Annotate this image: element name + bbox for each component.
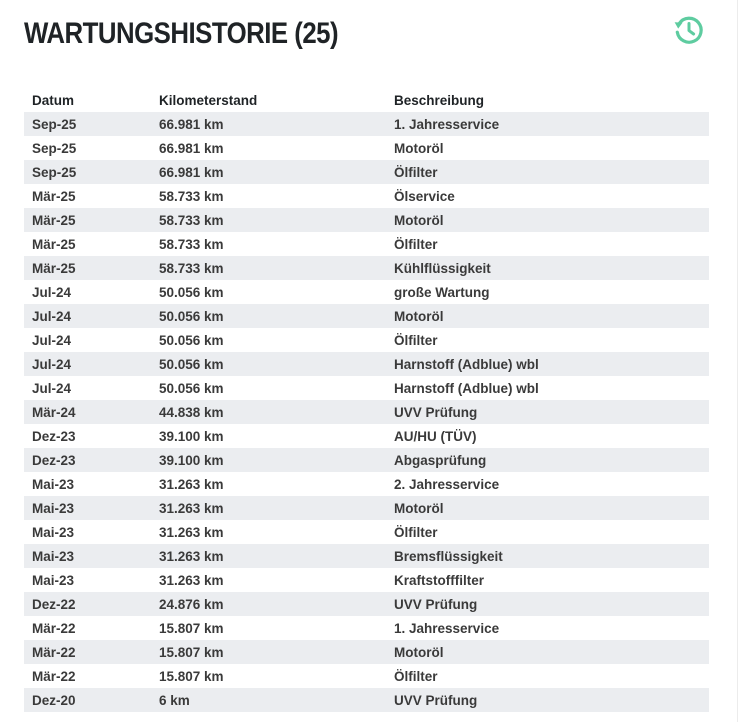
cell-mileage: 66.981 km — [159, 164, 224, 180]
cell-mileage: 50.056 km — [159, 308, 224, 324]
cell-date: Jul-24 — [32, 284, 72, 300]
cell-date: Jul-24 — [32, 380, 72, 396]
table-row — [24, 496, 709, 520]
table-body — [24, 112, 709, 712]
cell-date: Dez-20 — [32, 692, 76, 708]
cell-date: Mär-22 — [32, 620, 76, 636]
cell-mileage: 31.263 km — [159, 524, 224, 540]
cell-description: Motoröl — [394, 140, 444, 156]
cell-description: 1. Jahresservice — [394, 116, 500, 132]
column-header-date: Datum — [32, 92, 75, 108]
table-row — [24, 688, 709, 712]
cell-mileage: 31.263 km — [159, 548, 224, 564]
table-row — [24, 160, 709, 184]
cell-description: Kühlflüssigkeit — [394, 260, 491, 276]
history-button[interactable] — [670, 11, 708, 49]
table-row — [24, 520, 709, 544]
cell-date: Mär-22 — [32, 644, 76, 660]
cell-mileage: 31.263 km — [159, 572, 224, 588]
cell-mileage: 31.263 km — [159, 500, 224, 516]
cell-date: Sep-25 — [32, 164, 77, 180]
cell-mileage: 50.056 km — [159, 356, 224, 372]
table-row — [24, 472, 709, 496]
cell-description: Bremsflüssigkeit — [394, 548, 503, 564]
cell-mileage: 58.733 km — [159, 188, 224, 204]
cell-mileage: 24.876 km — [159, 596, 224, 612]
table-row — [24, 424, 709, 448]
cell-date: Mär-25 — [32, 212, 76, 228]
cell-description: Motoröl — [394, 308, 444, 324]
cell-description: 1. Jahresservice — [394, 620, 500, 636]
table-row — [24, 544, 709, 568]
cell-description: Abgasprüfung — [394, 452, 487, 468]
cell-date: Dez-23 — [32, 452, 76, 468]
cell-date: Mär-22 — [32, 668, 76, 684]
cell-date: Mär-25 — [32, 260, 76, 276]
cell-description: Motoröl — [394, 212, 444, 228]
table-row — [24, 280, 709, 304]
table-row — [24, 400, 709, 424]
table-row — [24, 664, 709, 688]
cell-description: Ölfilter — [394, 668, 438, 684]
cell-mileage: 39.100 km — [159, 452, 224, 468]
cell-description: Ölfilter — [394, 524, 438, 540]
cell-mileage: 50.056 km — [159, 380, 224, 396]
cell-date: Mär-25 — [32, 236, 76, 252]
cell-mileage: 44.838 km — [159, 404, 224, 420]
cell-mileage: 58.733 km — [159, 212, 224, 228]
cell-description: große Wartung — [394, 284, 490, 300]
maintenance-table — [24, 88, 709, 712]
page-title: WARTUNGSHISTORIE (25) — [24, 17, 339, 50]
table-row — [24, 184, 709, 208]
table-row — [24, 592, 709, 616]
cell-description: Motoröl — [394, 644, 444, 660]
table-row — [24, 640, 709, 664]
cell-description: Harnstoff (Adblue) wbl — [394, 356, 539, 372]
table-row — [24, 136, 709, 160]
cell-description: Kraftstofffilter — [394, 572, 484, 588]
table-row — [24, 376, 709, 400]
cell-date: Mai-23 — [32, 548, 75, 564]
column-header-mileage: Kilometerstand — [159, 92, 258, 108]
cell-date: Sep-25 — [32, 140, 77, 156]
cell-description: Harnstoff (Adblue) wbl — [394, 380, 539, 396]
cell-mileage: 58.733 km — [159, 260, 224, 276]
cell-description: Ölservice — [394, 188, 455, 204]
table-row — [24, 112, 709, 136]
cell-description: UVV Prüfung — [394, 692, 478, 708]
cell-date: Jul-24 — [32, 308, 72, 324]
cell-description: AU/HU (TÜV) — [394, 428, 477, 444]
cell-mileage: 39.100 km — [159, 428, 224, 444]
cell-mileage: 66.981 km — [159, 116, 224, 132]
cell-date: Mai-23 — [32, 524, 75, 540]
cell-date: Sep-25 — [32, 116, 77, 132]
cell-mileage: 15.807 km — [159, 620, 224, 636]
table-row — [24, 568, 709, 592]
cell-description: 2. Jahresservice — [394, 476, 500, 492]
table-header-row — [24, 88, 709, 112]
cell-date: Dez-22 — [32, 596, 76, 612]
cell-mileage: 58.733 km — [159, 236, 224, 252]
cell-date: Mai-23 — [32, 572, 75, 588]
cell-description: Ölfilter — [394, 332, 438, 348]
cell-mileage: 66.981 km — [159, 140, 224, 156]
column-header-description: Beschreibung — [394, 92, 485, 108]
cell-date: Mai-23 — [32, 500, 75, 516]
table-row — [24, 352, 709, 376]
cell-date: Jul-24 — [32, 332, 72, 348]
table-row — [24, 232, 709, 256]
table-row — [24, 448, 709, 472]
cell-description: UVV Prüfung — [394, 404, 478, 420]
cell-mileage: 6 km — [159, 692, 190, 708]
cell-mileage: 50.056 km — [159, 284, 224, 300]
cell-date: Mär-24 — [32, 404, 76, 420]
cell-mileage: 31.263 km — [159, 476, 224, 492]
cell-mileage: 50.056 km — [159, 332, 224, 348]
cell-description: UVV Prüfung — [394, 596, 478, 612]
cell-mileage: 15.807 km — [159, 644, 224, 660]
cell-date: Dez-23 — [32, 428, 76, 444]
cell-date: Mär-25 — [32, 188, 76, 204]
table-row — [24, 256, 709, 280]
table-row — [24, 304, 709, 328]
cell-description: Motoröl — [394, 500, 444, 516]
cell-mileage: 15.807 km — [159, 668, 224, 684]
cell-date: Mai-23 — [32, 476, 75, 492]
table-row — [24, 208, 709, 232]
cell-description: Ölfilter — [394, 164, 438, 180]
table-row — [24, 328, 709, 352]
cell-date: Jul-24 — [32, 356, 72, 372]
table-row — [24, 616, 709, 640]
history-icon — [672, 13, 706, 47]
cell-description: Ölfilter — [394, 236, 438, 252]
